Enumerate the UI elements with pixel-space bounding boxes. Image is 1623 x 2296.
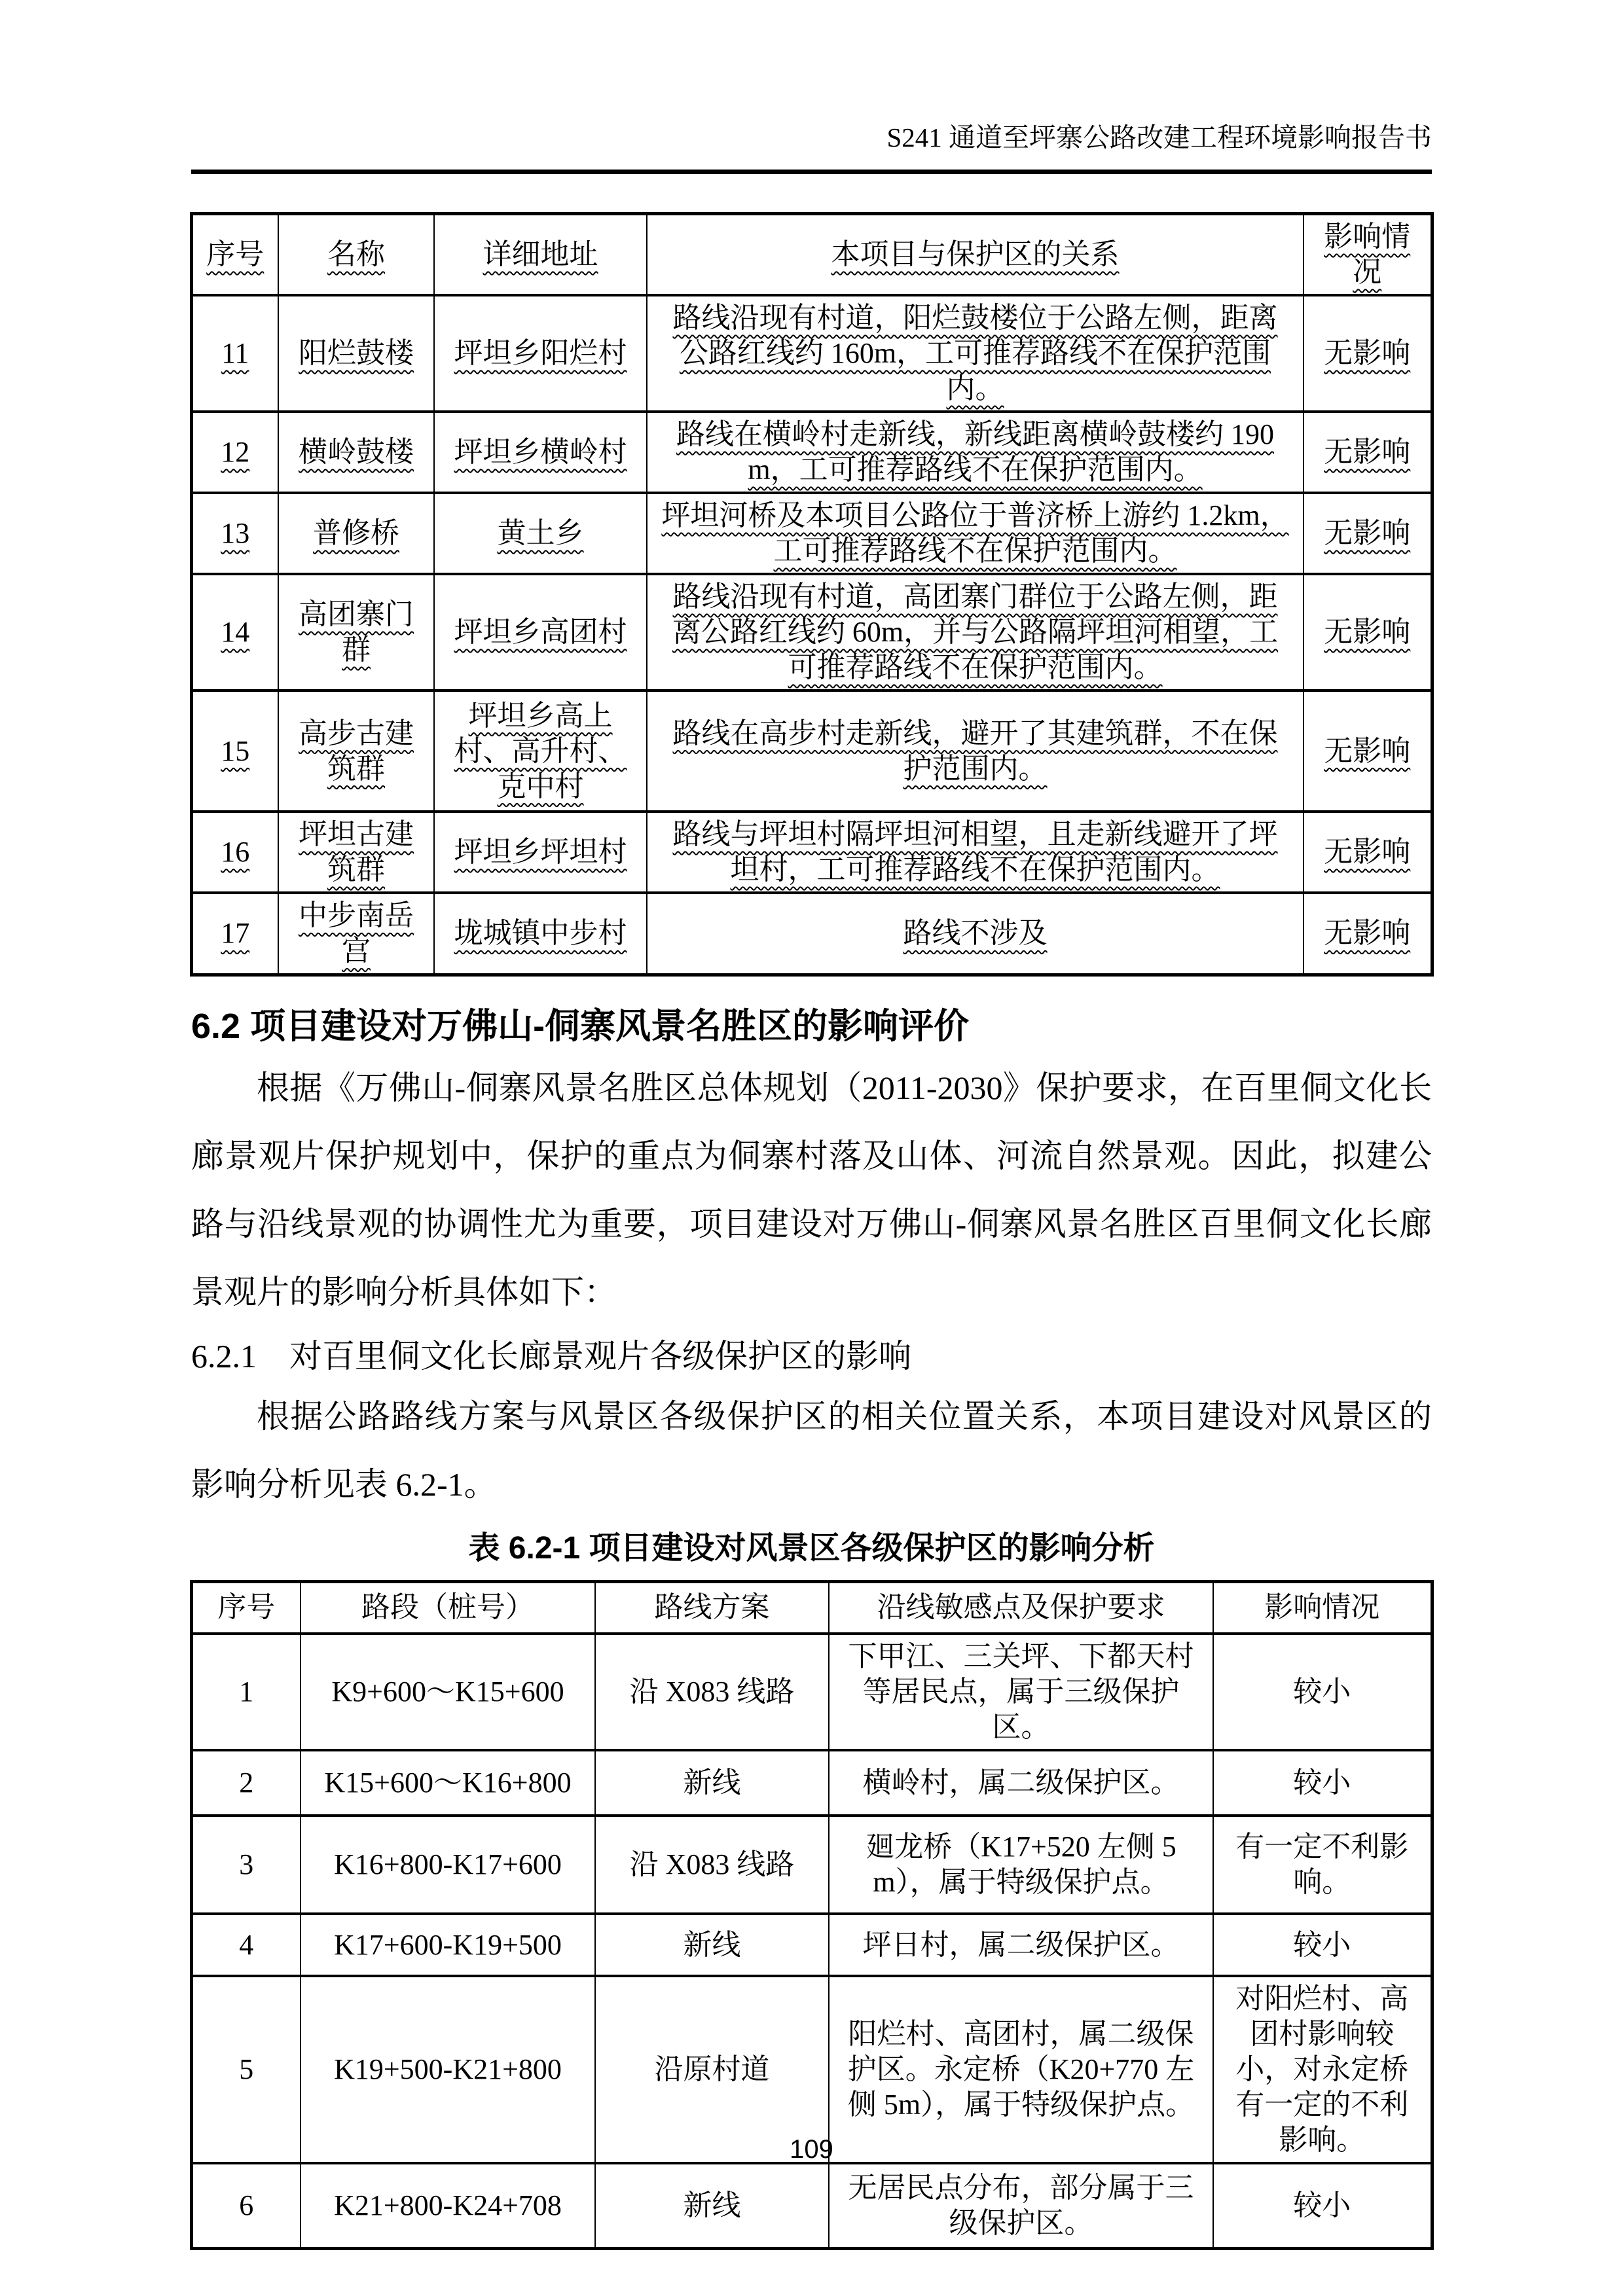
table1-header-address-label: 详细地址 xyxy=(483,238,598,271)
table1-header-row xyxy=(191,214,1432,296)
table-row xyxy=(191,1750,1432,1816)
cell-address: 坪坦乡阳烂村 xyxy=(434,295,647,412)
cell-relation: 路线在高步村走新线，避开了其建筑群，不在保护范围内。 xyxy=(647,691,1304,812)
cell-relation: 路线在横岭村走新线，新线距离横岭鼓楼约 190m，工可推荐路线不在保护范围内。 xyxy=(647,412,1304,493)
cell-no: 13 xyxy=(191,493,278,574)
paragraph-analysis-ref: 根据公路路线方案与风景区各级保护区的相关位置关系，本项目建设对风景区的影响分析见表 6.2-1。 xyxy=(191,1397,1432,1503)
cell-address: 坪坦乡高上村、高升村、克中村 xyxy=(434,691,647,812)
cell-segment: K21+800-K24+708 xyxy=(301,2163,595,2248)
page-number: 109 xyxy=(790,2135,833,2164)
cell-impact: 无影响 xyxy=(1304,812,1432,893)
cell-impact: 无影响 xyxy=(1304,893,1432,975)
table-row xyxy=(191,493,1432,574)
table-row xyxy=(191,893,1432,975)
table-6-2-1-title: 表 6.2-1 项目建设对风景区各级保护区的影响分析 xyxy=(468,1530,1155,1566)
cell-impact: 无影响 xyxy=(1304,295,1432,412)
section-heading-6-2: 6.2 项目建设对万佛山-侗寨风景名胜区的影响评价 xyxy=(191,1006,970,1046)
cell-impact: 无影响 xyxy=(1304,691,1432,812)
cell-sensitive: 坪日村，属二级保护区。 xyxy=(829,1914,1213,1976)
table-row xyxy=(191,295,1432,412)
cell-segment: K19+500-K21+800 xyxy=(301,1976,595,2163)
cell-sensitive: 廻龙桥（K17+520 左侧 5m），属于特级保护点。 xyxy=(829,1816,1213,1914)
cell-no: 1 xyxy=(191,1634,301,1750)
cell-sensitive: 无居民点分布，部分属于三级保护区。 xyxy=(829,2163,1213,2248)
cell-plan: 新线 xyxy=(595,1750,829,1816)
table2-header-row xyxy=(191,1581,1432,1634)
protection-sites-table xyxy=(190,212,1434,977)
cell-impact: 无影响 xyxy=(1304,493,1432,574)
cell-impact: 较小 xyxy=(1213,1914,1432,1976)
table2-header-impact: 影响情况 xyxy=(1213,1581,1432,1634)
table1-header-name-label: 名称 xyxy=(327,238,385,271)
cell-sensitive: 下甲江、三关坪、下都天村等居民点，属于三级保护区。 xyxy=(829,1634,1213,1750)
cell-no: 14 xyxy=(191,574,278,691)
table1-header-no xyxy=(191,214,278,296)
cell-name: 坪坦古建筑群 xyxy=(278,812,434,893)
cell-relation: 路线沿现有村道，阳烂鼓楼位于公路左侧，距离公路红线约 160m，工可推荐路线不在保护范围内。 xyxy=(647,295,1304,412)
cell-no: 15 xyxy=(191,691,278,812)
cell-name: 横岭鼓楼 xyxy=(278,412,434,493)
cell-address: 坪坦乡坪坦村 xyxy=(434,812,647,893)
page-header-title: S241 通道至坪寨公路改建工程环境影响报告书 xyxy=(886,122,1432,152)
cell-sensitive: 阳烂村、高团村，属二级保护区。永定桥（K20+770 左侧 5m），属于特级保护点。 xyxy=(829,1976,1213,2163)
cell-address: 黄土乡 xyxy=(434,493,647,574)
cell-name: 高步古建筑群 xyxy=(278,691,434,812)
cell-relation: 路线沿现有村道，高团寨门群位于公路左侧，距离公路红线约 60m，并与公路隔坪坦河相望，工可推荐路线不在保护范围内。 xyxy=(647,574,1304,691)
cell-no: 2 xyxy=(191,1750,301,1816)
table-row xyxy=(191,812,1432,893)
cell-relation: 路线与坪坦村隔坪坦河相望，且走新线避开了坪坦村，工可推荐路线不在保护范围内。 xyxy=(647,812,1304,893)
cell-address: 坪坦乡高团村 xyxy=(434,574,647,691)
cell-sensitive: 横岭村，属二级保护区。 xyxy=(829,1750,1213,1816)
table2-header-segment: 路段（桩号） xyxy=(301,1581,595,1634)
cell-segment: K15+600～K16+800 xyxy=(301,1750,595,1816)
table1-header-name xyxy=(278,214,434,296)
cell-plan: 新线 xyxy=(595,1914,829,1976)
cell-no: 5 xyxy=(191,1976,301,2163)
table-row xyxy=(191,1634,1432,1750)
table1-header-impact-label: 影响情况 xyxy=(1324,221,1411,289)
table1-header-no-label: 序号 xyxy=(206,238,264,271)
section-heading-6-2-1: 6.2.1 对百里侗文化长廊景观片各级保护区的影响 xyxy=(191,1337,911,1374)
cell-no: 4 xyxy=(191,1914,301,1976)
table1-header-relation-label: 本项目与保护区的关系 xyxy=(831,238,1120,271)
cell-no: 3 xyxy=(191,1816,301,1914)
cell-plan: 沿 X083 线路 xyxy=(595,1634,829,1750)
cell-name: 高团寨门群 xyxy=(278,574,434,691)
cell-name: 阳烂鼓楼 xyxy=(278,295,434,412)
cell-segment: K16+800-K17+600 xyxy=(301,1816,595,1914)
table-row xyxy=(191,412,1432,493)
cell-no: 17 xyxy=(191,893,278,975)
cell-impact: 无影响 xyxy=(1304,412,1432,493)
table2-header-no: 序号 xyxy=(191,1581,301,1634)
cell-relation: 路线不涉及 xyxy=(647,893,1304,975)
table1-header-address xyxy=(434,214,647,296)
table-row xyxy=(191,574,1432,691)
page-header xyxy=(191,0,1432,174)
table1-header-impact xyxy=(1304,214,1432,296)
cell-name: 普修桥 xyxy=(278,493,434,574)
cell-address: 垅城镇中步村 xyxy=(434,893,647,975)
cell-no: 11 xyxy=(191,295,278,412)
cell-relation: 坪坦河桥及本项目公路位于普济桥上游约 1.2km，工可推荐路线不在保护范围内。 xyxy=(647,493,1304,574)
cell-segment: K9+600～K15+600 xyxy=(301,1634,595,1750)
cell-plan: 沿原村道 xyxy=(595,1976,829,2163)
table2-header-plan: 路线方案 xyxy=(595,1581,829,1634)
cell-impact: 较小 xyxy=(1213,1634,1432,1750)
table-row xyxy=(191,691,1432,812)
cell-segment: K17+600-K19+500 xyxy=(301,1914,595,1976)
cell-impact: 较小 xyxy=(1213,1750,1432,1816)
cell-no: 12 xyxy=(191,412,278,493)
table-row xyxy=(191,2163,1432,2248)
paragraph-overview: 根据《万佛山-侗寨风景名胜区总体规划（2011-2030》保护要求，在百里侗文化长廊景观片保护规划中，保护的重点为侗寨村落及山体、河流自然景观。因此，拟建公路与沿线景观的协调性尤为重要，项目建设对万佛山-侗寨风景名胜区百里侗文化长廊景观片的影响分析具体如下： xyxy=(191,1069,1432,1310)
cell-impact: 对阳烂村、高团村影响较小，对永定桥有一定的不利影响。 xyxy=(1213,1976,1432,2163)
cell-impact: 无影响 xyxy=(1304,574,1432,691)
cell-no: 16 xyxy=(191,812,278,893)
cell-address: 坪坦乡横岭村 xyxy=(434,412,647,493)
table1-header-relation xyxy=(647,214,1304,296)
page-footer xyxy=(0,2135,1623,2164)
cell-impact: 有一定不利影响。 xyxy=(1213,1816,1432,1914)
table2-header-sensitive: 沿线敏感点及保护要求 xyxy=(829,1581,1213,1634)
cell-plan: 新线 xyxy=(595,2163,829,2248)
cell-no: 6 xyxy=(191,2163,301,2248)
cell-plan: 沿 X083 线路 xyxy=(595,1816,829,1914)
cell-impact: 较小 xyxy=(1213,2163,1432,2248)
table-row xyxy=(191,1816,1432,1914)
table-row xyxy=(191,1914,1432,1976)
cell-name: 中步南岳宫 xyxy=(278,893,434,975)
